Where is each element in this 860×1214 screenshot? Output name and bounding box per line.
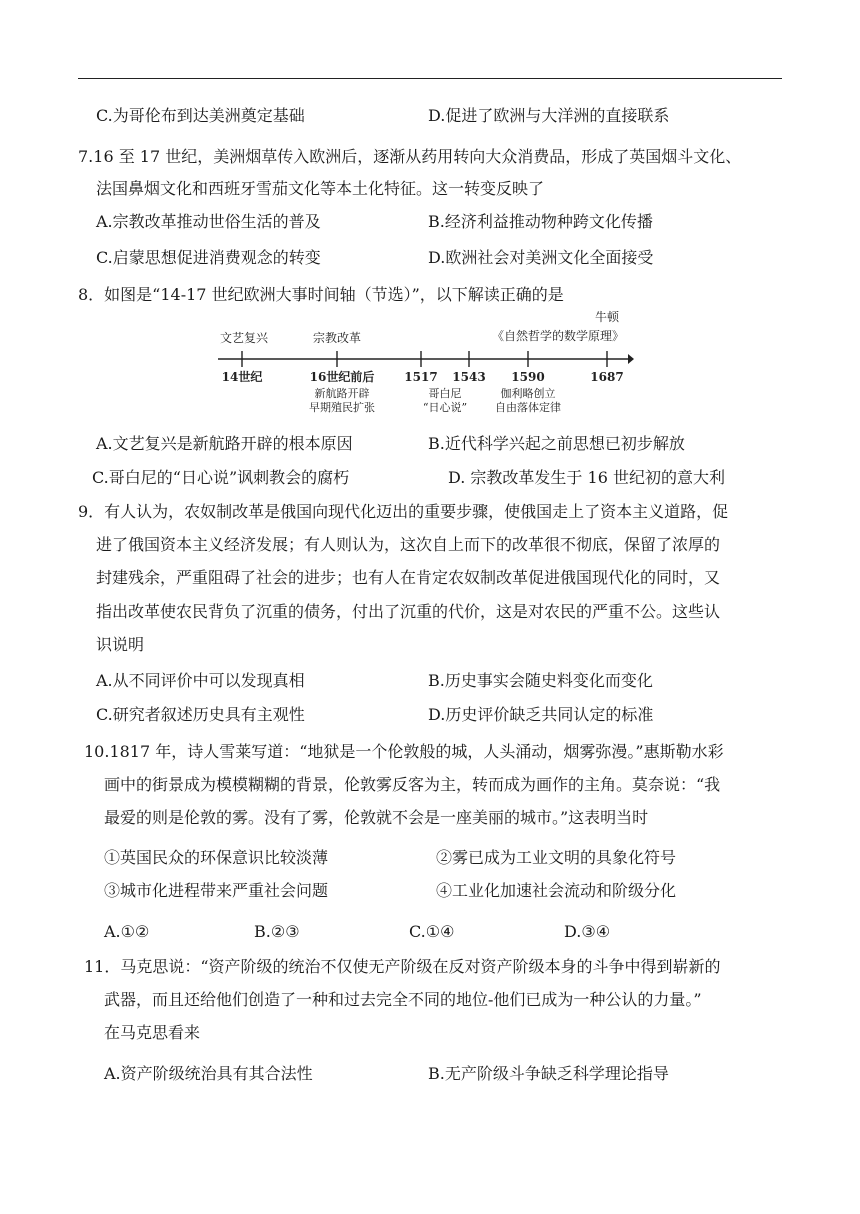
timeline-note-copernicus-2: “日心说” [422,401,468,414]
q10-stem-line-3: 最爱的则是伦敦的雾。没有了雾，伦敦就不会是一座美丽的城市。”这表明当时 [104,808,649,827]
q9-option-a: A.从不同评价中可以发现真相 [96,671,305,690]
timeline-note-copernicus-1: 哥白尼 [428,387,462,400]
header-rule [78,78,782,79]
tick-label-1543: 1543 [452,370,486,384]
timeline-note-galileo-2: 自由落体定律 [495,401,561,414]
timeline-figure [214,307,634,419]
tick-label-16c: 16世纪前后 [309,370,375,384]
timeline-note-galileo-1: 伽利略创立 [500,387,556,400]
q7-option-b: B.经济利益推动物种跨文化传播 [428,212,653,231]
q10-option-d: D.③④ [564,922,611,941]
timeline-note-voyages-1: 新航路开辟 [314,387,370,400]
q9-stem-line-3: 封建残余，严重阻碍了社会的进步；也有人在肯定农奴制改革促进俄国现代化的同时，又 [96,568,721,587]
q8-option-d: D. 宗教改革发生于 16 世纪初的意大利 [448,468,725,487]
q9-option-d: D.历史评价缺乏共同认定的标准 [428,705,654,724]
q10-stem-line-2: 画中的街景成为模模糊糊的背景，伦敦雾反客为主，转而成为画作的主角。莫奈说：“我 [104,775,721,794]
timeline-note-voyages-2: 早期殖民扩张 [309,401,375,414]
q11-stem-line-1: 11．马克思说：“资产阶级的统治不仅使无产阶级在反对资产阶级本身的斗争中得到崭新的 [84,957,721,976]
q6-option-c: C.为哥伦布到达美洲奠定基础 [96,106,305,125]
q10-stem-line-1: 10.1817 年，诗人雪莱写道：“地狱是一个伦敦般的城，人头涌动，烟雾弥漫。”惠斯勒水彩 [84,742,724,761]
q10-option-c: C.①④ [409,922,455,941]
q9-stem-line-4: 指出改革使农民背负了沉重的债务，付出了沉重的代价，这是对农民的严重不公。这些认 [96,602,721,621]
q9-stem-line-1: 9．有人认为，农奴制改革是俄国向现代化迈出的重要步骤，使俄国走上了资本主义道路，促 [78,502,729,521]
q8-option-b: B.近代科学兴起之前思想已初步解放 [428,434,685,453]
tick-label-14c: 14世纪 [221,370,263,384]
timeline-label-renaissance: 文艺复兴 [219,331,269,345]
q10-item-4: ④工业化加速社会流动和阶级分化 [436,881,677,900]
q7-stem-line-1: 7.16 至 17 世纪，美洲烟草传入欧洲后，逐渐从药用转向大众消费品，形成了英国烟斗文化、 [78,147,742,166]
q10-item-2: ②雾已成为工业文明的具象化符号 [436,848,677,867]
q7-option-d: D.欧洲社会对美洲文化全面接受 [428,248,654,267]
q9-stem-line-5: 识说明 [96,635,145,654]
q7-option-a: A.宗教改革推动世俗生活的普及 [96,212,321,231]
q9-stem-line-2: 进了俄国资本主义经济发展；有人则认为，这次自上而下的改革很不彻底，保留了浓厚的 [96,535,721,554]
q9-option-b: B.历史事实会随史料变化而变化 [428,671,653,690]
q7-stem-line-2: 法国鼻烟文化和西班牙雪茄文化等本土化特征。这一转变反映了 [96,179,545,198]
timeline-label-principia: 《自然哲学的数学原理》 [491,329,625,343]
q6-option-d: D.促进了欧洲与大洋洲的直接联系 [428,106,670,125]
timeline-arrowhead [628,354,634,364]
q11-option-b: B.无产阶级斗争缺乏科学理论指导 [428,1064,669,1083]
q8-option-a: A.文艺复兴是新航路开辟的根本原因 [96,434,353,453]
q11-stem-line-2: 武器，而且还给他们创造了一种和过去完全不同的地位-他们已成为一种公认的力量。” [104,990,702,1009]
q11-option-a: A.资产阶级统治具有其合法性 [104,1064,313,1083]
q8-option-c: C.哥白尼的“日心说”讽刺教会的腐朽 [92,468,350,487]
tick-label-1590: 1590 [511,370,545,384]
q10-item-1: ①英国民众的环保意识比较淡薄 [104,848,329,867]
timeline-label-reformation: 宗教改革 [312,331,362,345]
q8-stem: 8．如图是“14-17 世纪欧洲大事时间轴（节选）”，以下解读正确的是 [78,285,564,304]
tick-label-1517: 1517 [404,370,438,384]
q7-option-c: C.启蒙思想促进消费观念的转变 [96,248,321,267]
q9-option-c: C.研究者叙述历史具有主观性 [96,705,305,724]
q10-item-3: ③城市化进程带来严重社会问题 [104,881,329,900]
q11-stem-line-3: 在马克思看来 [104,1023,201,1042]
q10-option-a: A.①② [104,922,150,941]
tick-label-1687: 1687 [590,370,624,384]
q10-option-b: B.②③ [254,922,300,941]
timeline-label-newton: 牛顿 [594,310,620,324]
